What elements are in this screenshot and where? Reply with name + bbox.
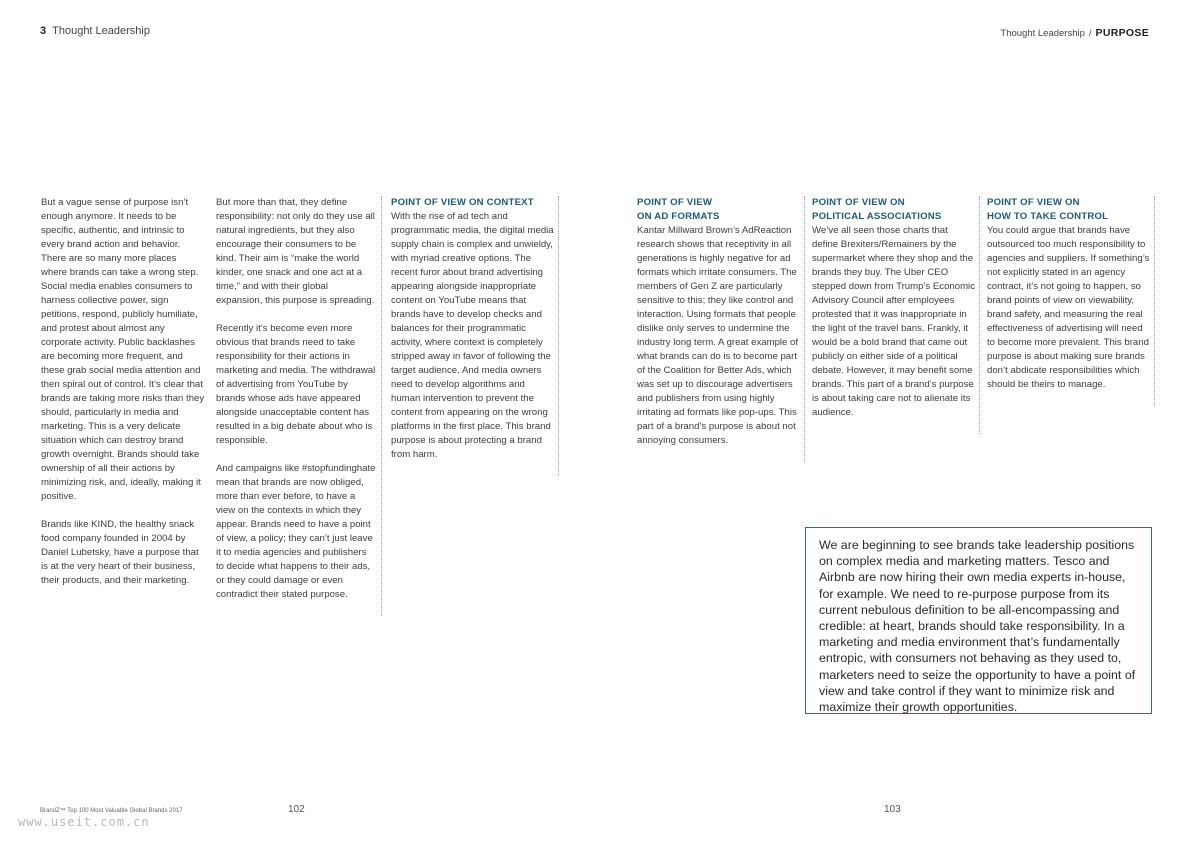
pull-quote: We are beginning to see brands take leadership positions on complex media and marketing matters. Tesco and Airbnb are now hiring their own media experts in-house, for example. We need to re-purpose purpose from its current nebulous definition to be all-encompassing and credible: at heart, brands should take responsibility. In a marketing and media environment that’s fundamentally entropic, with consumers not behaving as they used to, marketers need to seize the opportunity to have a point of view and take control if they want to minimize risk and maximize their growth opportunities.	[805, 527, 1152, 714]
header-right	[1000, 27, 1149, 39]
column-5	[812, 196, 980, 434]
paragraph: With the rise of ad tech and programmatic media, the digital media supply chain is complex and unwieldy, with myriad creative options. The recent furor about brand advertising appearing alongside inappropriate content on YouTube means that brands have to develop checks and balances for their programmatic activity, where context is completely stripped away in favor of following the target audience. And media owners need to develop algorithms and human intervention to prevent the content from appearing on the wrong platforms in the first place. This brand purpose is about protecting a brand from harm.	[391, 211, 554, 460]
column-heading-line1: POINT OF VIEW ON	[812, 197, 905, 208]
column-1	[41, 196, 209, 602]
column-heading: POINT OF VIEW ON CONTEXT	[391, 197, 534, 208]
column-3	[391, 196, 559, 476]
watermark: www.useit.com.cn	[18, 815, 150, 829]
header-left	[40, 25, 150, 37]
footer-source: BrandZ™ Top 100 Most Valuable Global Brands 2017	[40, 808, 183, 814]
column-2	[216, 196, 382, 616]
paragraph: Kantar Millward Brown’s AdReaction research shows that receptivity in all generations is highly negative for ad formats which irritate consumers. The members of Gen Z are particularly sensitive to this; they like control and interaction. Using formats that people dislike only serves to undermine the industry long term. A great example of what brands can do is to become part of the Coalition for Better Ads, which was set up to discourage advertisers and publishers from using highly irritating ad formats like pop-ups. This part of a brand’s purpose is about not annoying consumers.	[637, 225, 799, 446]
paragraph: We’ve all seen those charts that define Brexiters/Remainers by the supermarket where they shop and the brands they buy. The Uber CEO stepped down from Trump’s Economic Advisory Council after employees protested that it was inappropriate in the light of the travel bans. Frankly, it would be a bold brand that came out publicly on either side of a political debate. However, it may benefit some brands. This part of a brand’s purpose is about taking care not to alienate its audience.	[812, 225, 975, 418]
paragraph: Recently it’s become even more obvious that brands need to take responsibility for their actions in marketing and media. The withdrawal of advertising from YouTube by brands whose ads have appeared alongside unacceptable content has resulted in a big debate about who is responsible.	[216, 323, 376, 446]
section-number: 3	[40, 25, 47, 37]
paragraph: You could argue that brands have outsourced too much responsibility to agencies and suppliers. If something’s not explicitly stated in an agency contract, it’s not going to happen, so brand points of view on viewability, brand safety, and measuring the real effectiveness of advertising will need to become more prevalent. This brand purpose is about making sure brands don’t abdicate responsibilities which should be theirs to manage.	[987, 225, 1150, 390]
paragraph: But a vague sense of purpose isn’t enough anymore. It needs to be specific, authentic, and intrinsic to every brand action and behavior. There are so many more places where brands can take a wrong step. Social media enables consumers to harness collective power, sign petitions, respond, publicly humiliate, and protest about almost any corporate activity. Public backlashes are becoming more frequent, and these grab social media attention and then spiral out of control. It’s clear that brands are taking more risks than they should, particularly in media and marketing. This is a very delicate situation which can destroy brand growth overnight. Brands should take ownership of all their actions by minimizing risk, and, ideally, making it positive.	[41, 197, 205, 502]
paragraph: And campaigns like #stopfundinghate mean that brands are now obliged, more than ever before, to have a view on the contexts in which they appear. Brands need to have a point of view, a policy; they can’t just leave it to media agencies and publishers to decide what happens to their ads, or they could damage or even contradict their stated purpose.	[216, 463, 376, 600]
breadcrumb-separator: /	[1088, 28, 1092, 39]
column-4	[637, 196, 805, 462]
page-number-right: 103	[884, 804, 901, 815]
column-heading-line1: POINT OF VIEW ON	[987, 197, 1080, 208]
column-heading-line2: ON AD FORMATS	[637, 211, 720, 222]
breadcrumb-parent: Thought Leadership	[1000, 28, 1085, 39]
breadcrumb-current: PURPOSE	[1095, 27, 1149, 39]
paragraph: Brands like KIND, the healthy snack food company founded in 2004 by Daniel Lubetsky, have a purpose that is at the very heart of their business, their products, and their marketing.	[41, 519, 199, 586]
page-number-left: 102	[288, 804, 305, 815]
column-heading-line2: POLITICAL ASSOCIATIONS	[812, 211, 942, 222]
section-title: Thought Leadership	[52, 25, 150, 37]
column-heading-line1: POINT OF VIEW	[637, 197, 713, 208]
column-heading-line2: HOW TO TAKE CONTROL	[987, 211, 1109, 222]
column-6	[987, 196, 1155, 406]
paragraph: But more than that, they define responsibility: not only do they use all natural ingredients, but they also encourage their consumers to be kind. Their aim is “make the world kinder, one snack and one act at a time,” and with their global expansion, this purpose is spreading.	[216, 197, 375, 306]
